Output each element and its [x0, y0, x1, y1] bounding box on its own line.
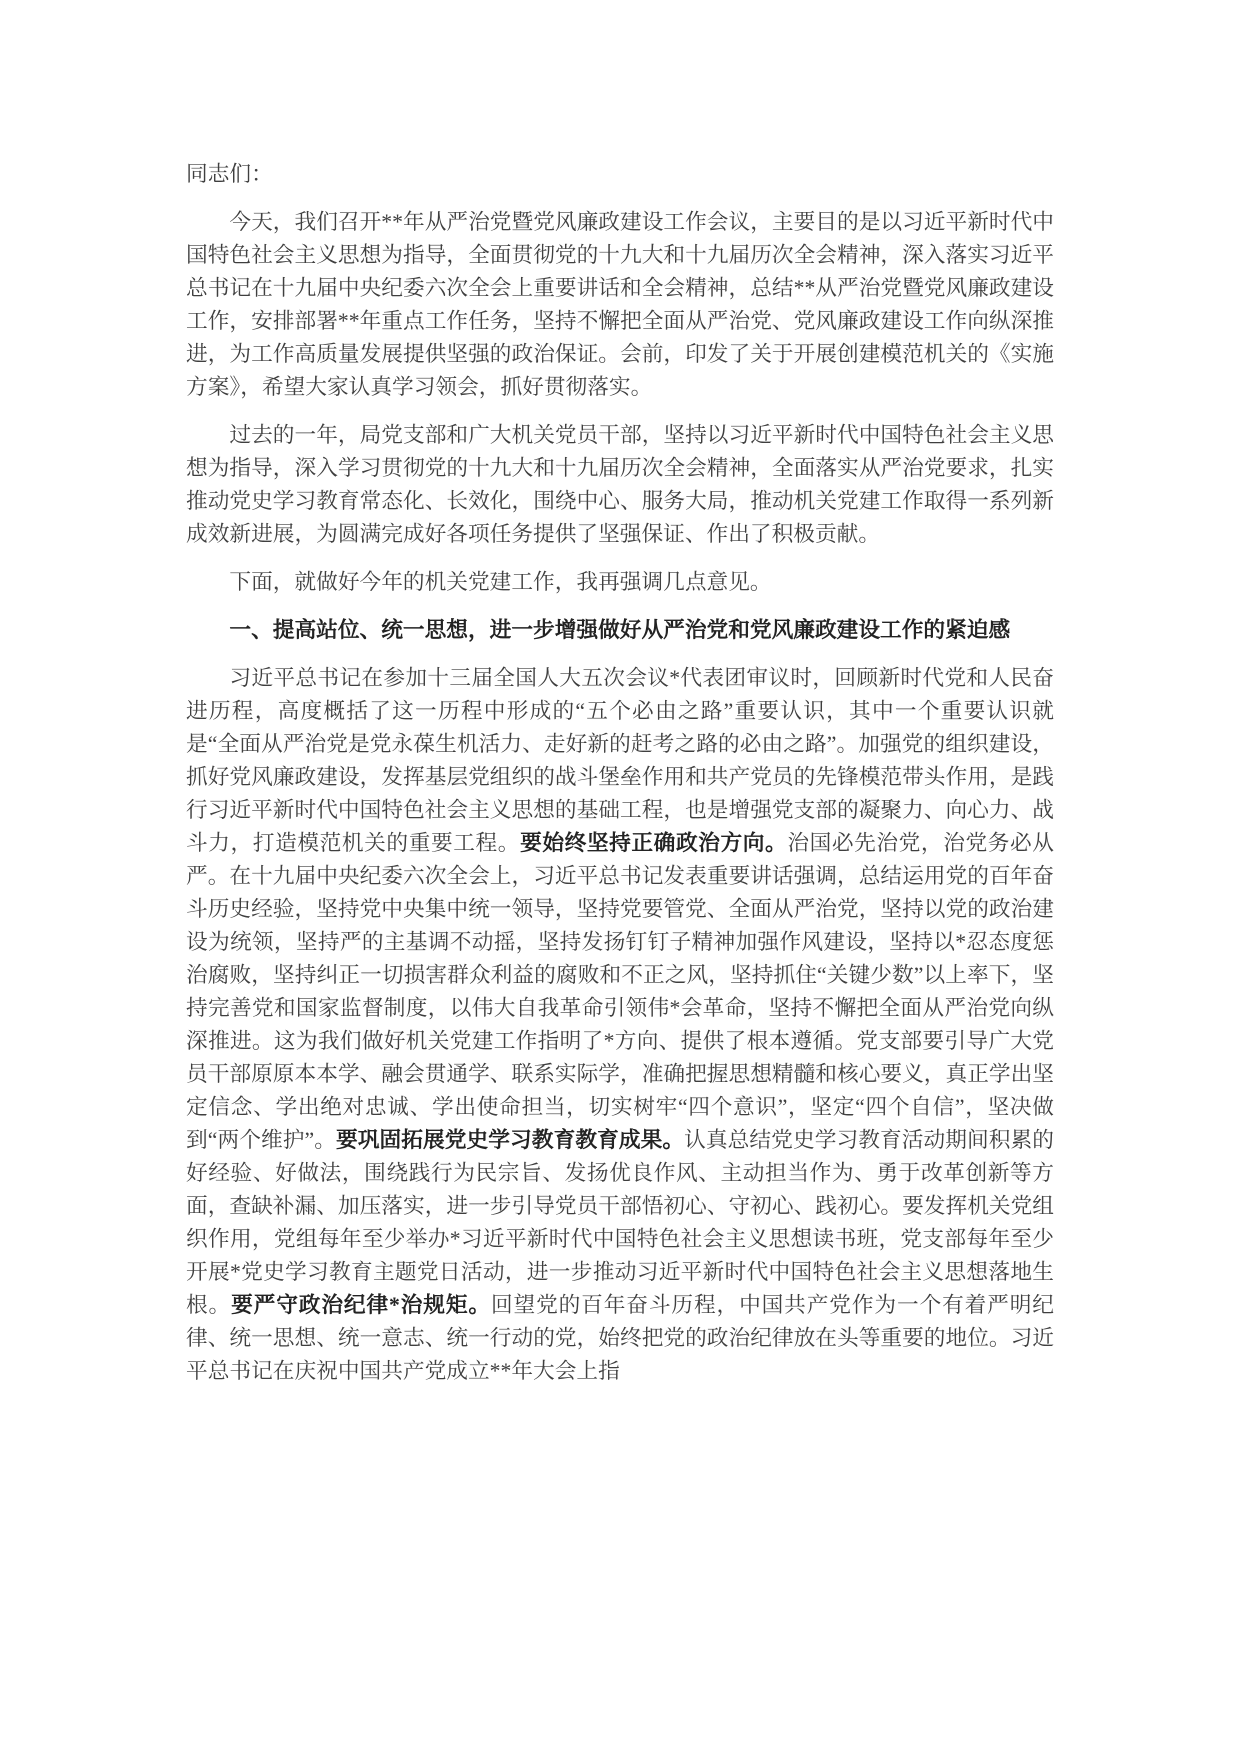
text-run: 下面，就做好今年的机关党建工作，我再强调几点意见。 — [229, 570, 772, 594]
text-run: 习近平总书记在参加十三届全国人大五次会议*代表团审议时，回顾新时代党和人民奋进历程，高度概括了这一历程中形成的“五个必由之路”重要认识，其中一个重要认识就是“全面从严治党是党永葆生机活力、走好新的赶考之路的必由之路”。加强党的组织建设，抓好党风廉政建设，发挥基层党组织的战斗堡垒作用和共产党员的先锋模范带头作用，是践行习近平新时代中国特色社会主义思想的基础工程，也是增强党支部的凝聚力、向心力、战斗力，打造模范机关的重要工程。 — [186, 666, 1054, 855]
heading-section-one — [186, 614, 1054, 647]
paragraph-transition — [186, 566, 1054, 599]
document-body — [186, 158, 1054, 1388]
paragraph-opening — [186, 206, 1054, 404]
bold-text-run: 要巩固拓展党史学习教育教育成果。 — [335, 1128, 685, 1152]
paragraph-section-one-body — [186, 662, 1054, 1388]
bold-text-run: 一、提高站位、统一思想，进一步增强做好从严治党和党风廉政建设工作的紧迫感 — [229, 618, 1011, 642]
bold-text-run: 要严守政治纪律*治规矩。 — [231, 1293, 491, 1317]
text-run: 回望党的百年奋斗历程，中国共产党作为一个有着严明纪律、统一思想、统一意志、统一行动的党，始终把党的政治纪律放在头等重要的地位。习近平总书记在庆祝中国共产党成立**年大会上指 — [186, 1293, 1054, 1383]
bold-text-run: 要始终坚持正确政治方向。 — [520, 831, 788, 855]
paragraph-past-year-review — [186, 419, 1054, 551]
salutation-line — [186, 158, 1054, 191]
text-run: 治国必先治党，治党务必从严。在十九届中央纪委六次全会上，习近平总书记发表重要讲话强调，总结运用党的百年奋斗历史经验，坚持党中央集中统一领导，坚持党要管党、全面从严治党，坚持以党的政治建设为统领，坚持严的主基调不动摇，坚持发扬钉钉子精神加强作风建设，坚持以*忍态度惩治腐败，坚持纠正一切损害群众利益的腐败和不正之风，坚持抓住“关键少数”以上率下，坚持完善党和国家监督制度，以伟大自我革命引领伟*会革命，坚持不懈把全面从严治党向纵深推进。这为我们做好机关党建工作指明了*方向、提供了根本遵循。党支部要引导广大党员干部原原本本学、融会贯通学、联系实际学，准确把握思想精髓和核心要义，真正学出坚定信念、学出绝对忠诚、学出使命担当，切实树牢“四个意识”，坚定“四个自信”，坚决做到“两个维护”。 — [186, 831, 1054, 1152]
text-run: 今天，我们召开**年从严治党暨党风廉政建设工作会议，主要目的是以习近平新时代中国特色社会主义思想为指导，全面贯彻党的十九大和十九届历次全会精神，深入落实习近平总书记在十九届中央纪委六次全会上重要讲话和全会精神，总结**从严治党暨党风廉政建设工作，安排部署**年重点工作任务，坚持不懈把全面从严治党、党风廉政建设工作向纵深推进，为工作高质量发展提供坚强的政治保证。会前，印发了关于开展创建模范机关的《实施方案》，希望大家认真学习领会，抓好贯彻落实。 — [186, 210, 1054, 399]
text-run: 同志们： — [186, 162, 273, 186]
text-run: 过去的一年，局党支部和广大机关党员干部，坚持以习近平新时代中国特色社会主义思想为指导，深入学习贯彻党的十九大和十九届历次全会精神，全面落实从严治党要求，扎实推动党史学习教育常态化、长效化，围绕中心、服务大局，推动机关党建工作取得一系列新成效新进展，为圆满完成好各项任务提供了坚强保证、作出了积极贡献。 — [186, 423, 1054, 546]
text-run: 认真总结党史学习教育活动期间积累的好经验、好做法，围绕践行为民宗旨、发扬优良作风、主动担当作为、勇于改革创新等方面，查缺补漏、加压落实，进一步引导党员干部悟初心、守初心、践初心。要发挥机关党组织作用，党组每年至少举办*习近平新时代中国特色社会主义思想读书班，党支部每年至少开展*党史学习教育主题党日活动，进一步推动习近平新时代中国特色社会主义思想落地生根。 — [186, 1128, 1054, 1317]
